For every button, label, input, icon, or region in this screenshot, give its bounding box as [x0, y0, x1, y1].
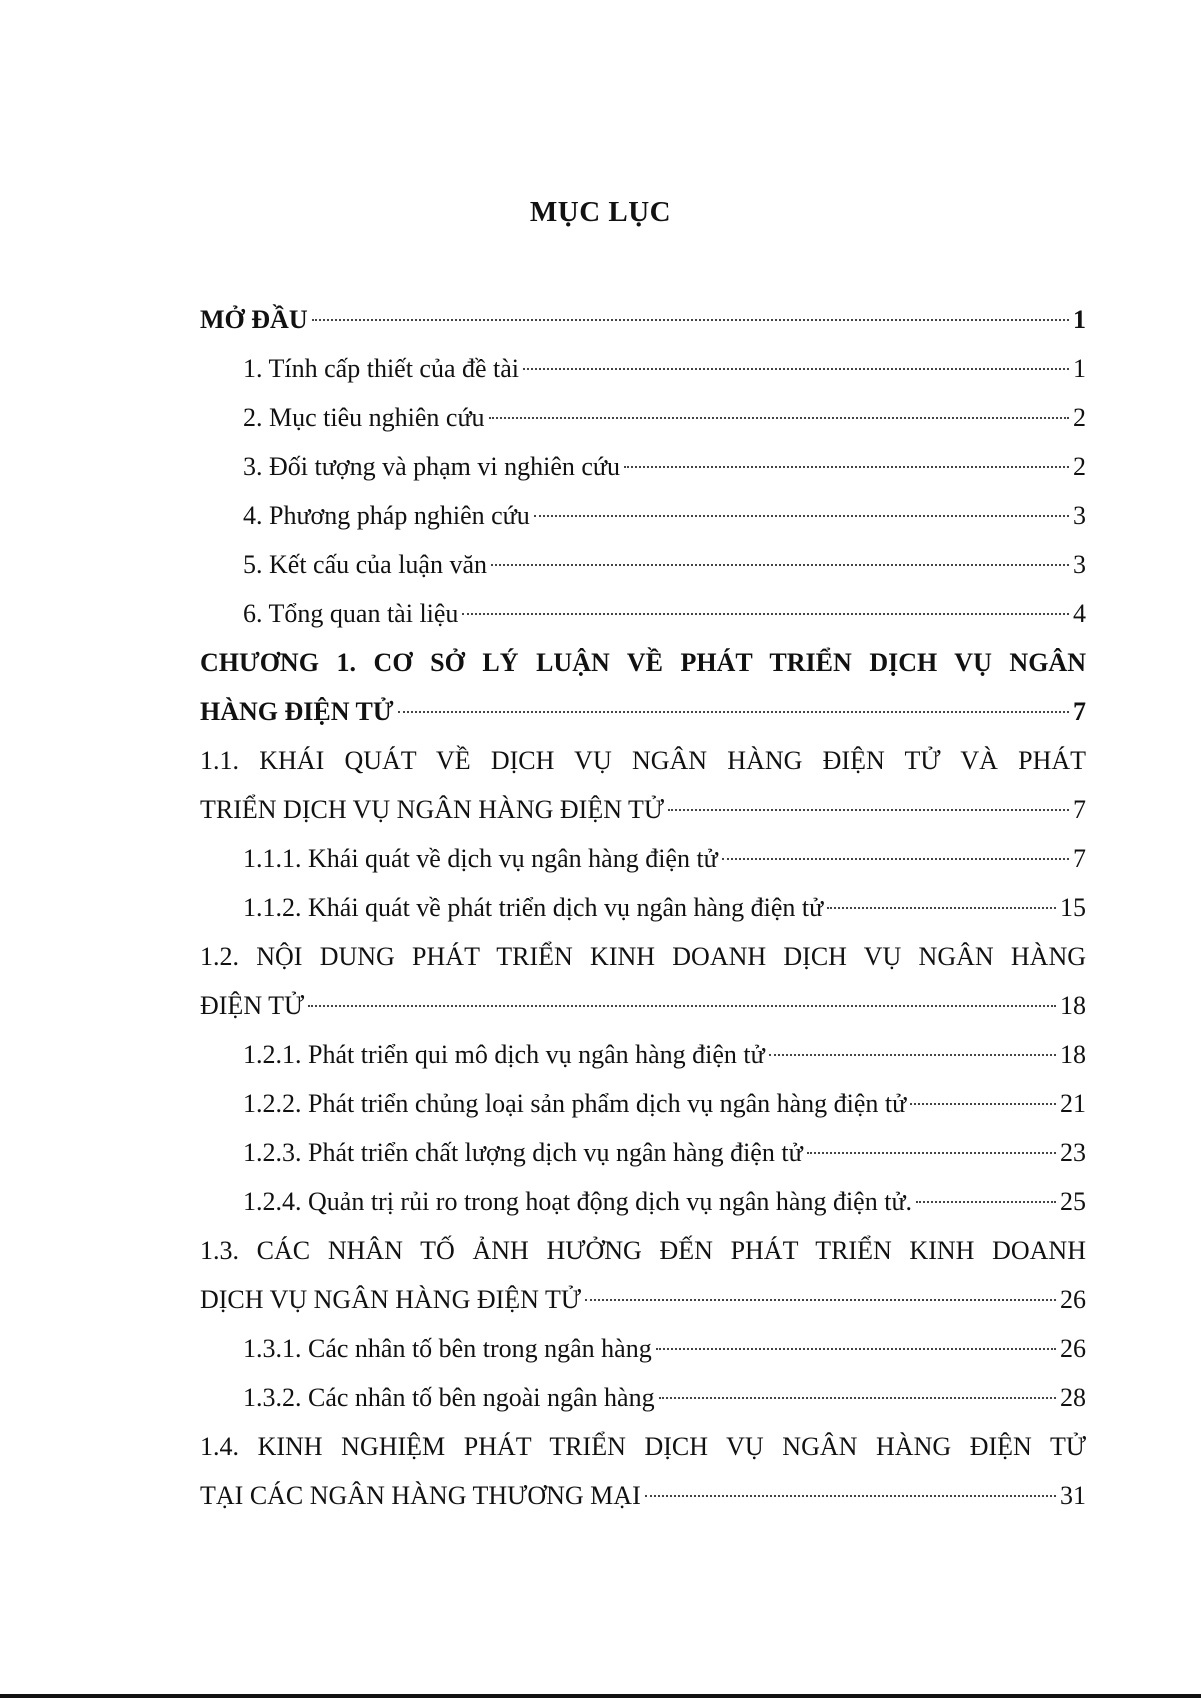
toc-entry-label: TẠI CÁC NGÂN HÀNG THƯƠNG MẠI	[200, 1481, 641, 1510]
table-of-contents	[200, 295, 1086, 1520]
toc-entry-page: 7	[1073, 697, 1086, 726]
toc-entry-page: 18	[1060, 991, 1086, 1020]
toc-entry-label: 1.2.1. Phát triển qui mô dịch vụ ngân hàng điện tử	[243, 1040, 765, 1069]
toc-entry-page: 25	[1060, 1187, 1086, 1216]
toc-entry-label: HÀNG ĐIỆN TỬ	[200, 697, 394, 726]
toc-entry-label: 1.3.1. Các nhân tố bên trong ngân hàng	[243, 1334, 652, 1363]
toc-entry-2[interactable]	[200, 393, 1086, 442]
dot-leader	[645, 1495, 1056, 1497]
toc-entry-1-3-1[interactable]	[200, 1324, 1086, 1373]
bottom-edge-line	[0, 1694, 1201, 1698]
toc-entry-label: 1.2.2. Phát triển chủng loại sản phẩm dịch vụ ngân hàng điện tử	[243, 1089, 907, 1118]
toc-entry-page: 1	[1073, 354, 1086, 383]
toc-section-1-3-line1[interactable]	[200, 1226, 1086, 1275]
toc-entry-page: 2	[1073, 452, 1086, 481]
toc-entry-page: 3	[1073, 550, 1086, 579]
toc-entry-1-2-3[interactable]	[200, 1128, 1086, 1177]
dot-leader	[398, 711, 1069, 713]
toc-entry-1-1-2[interactable]	[200, 883, 1086, 932]
toc-entry-1-1-1[interactable]	[200, 834, 1086, 883]
toc-entry-page: 23	[1060, 1138, 1086, 1167]
toc-entry-label: 1.3.2. Các nhân tố bên ngoài ngân hàng	[243, 1383, 655, 1412]
dot-leader	[308, 1005, 1056, 1007]
dot-leader	[827, 907, 1056, 909]
toc-entry-1-2-1[interactable]	[200, 1030, 1086, 1079]
toc-entry-label: MỞ ĐẦU	[200, 305, 308, 334]
dot-leader	[534, 515, 1069, 517]
dot-leader	[769, 1054, 1056, 1056]
toc-section-1-3-line2[interactable]	[200, 1275, 1086, 1324]
toc-entry-mo-dau[interactable]	[200, 295, 1086, 344]
toc-entry-page: 26	[1060, 1334, 1086, 1363]
dot-leader	[312, 319, 1069, 321]
toc-entry-page: 26	[1060, 1285, 1086, 1314]
dot-leader	[491, 564, 1069, 566]
toc-section-1-4-line1[interactable]	[200, 1422, 1086, 1471]
toc-entry-4[interactable]	[200, 491, 1086, 540]
toc-entry-label: ĐIỆN TỬ	[200, 991, 305, 1020]
dot-leader	[656, 1348, 1056, 1350]
toc-entry-label: 1.4. KINH NGHIỆM PHÁT TRIỂN DỊCH VỤ NGÂN HÀNG ĐIỆN TỬ	[200, 1432, 1086, 1461]
toc-entry-label: 1.1. KHÁI QUÁT VỀ DỊCH VỤ NGÂN HÀNG ĐIỆN TỬ VÀ PHÁT	[200, 746, 1086, 775]
dot-leader	[523, 368, 1069, 370]
toc-entry-1-2-4[interactable]	[200, 1177, 1086, 1226]
dot-leader	[668, 809, 1069, 811]
dot-leader	[462, 613, 1069, 615]
toc-entry-label: 1.1.1. Khái quát về dịch vụ ngân hàng điện tử	[243, 844, 718, 873]
toc-section-1-2-line2[interactable]	[200, 981, 1086, 1030]
toc-entry-1-3-2[interactable]	[200, 1373, 1086, 1422]
toc-entry-page: 1	[1073, 305, 1086, 334]
dot-leader	[624, 466, 1069, 468]
dot-leader	[916, 1201, 1056, 1203]
toc-entry-label: 6. Tổng quan tài liệu	[243, 599, 459, 628]
toc-entry-label: 5. Kết cấu của luận văn	[243, 550, 488, 579]
dot-leader	[910, 1103, 1056, 1105]
dot-leader	[585, 1299, 1056, 1301]
toc-entry-page: 7	[1073, 795, 1086, 824]
toc-chapter-1-line2[interactable]	[200, 687, 1086, 736]
toc-entry-label: 1.2.4. Quản trị rủi ro trong hoạt động dịch vụ ngân hàng điện tử.	[243, 1187, 913, 1216]
toc-section-1-4-line2[interactable]	[200, 1471, 1086, 1520]
toc-entry-page: 3	[1073, 501, 1086, 530]
toc-entry-label: CHƯƠNG 1. CƠ SỞ LÝ LUẬN VỀ PHÁT TRIỂN DỊCH VỤ NGÂN	[200, 648, 1086, 677]
toc-entry-page: 18	[1060, 1040, 1086, 1069]
toc-entry-label: 1.1.2. Khái quát về phát triển dịch vụ ngân hàng điện tử	[243, 893, 824, 922]
toc-entry-label: 4. Phương pháp nghiên cứu	[243, 501, 530, 530]
toc-entry-1-2-2[interactable]	[200, 1079, 1086, 1128]
dot-leader	[659, 1397, 1056, 1399]
toc-section-1-1-line2[interactable]	[200, 785, 1086, 834]
toc-entry-label: TRIỂN DỊCH VỤ NGÂN HÀNG ĐIỆN TỬ	[200, 795, 665, 824]
toc-section-1-1-line1[interactable]	[200, 736, 1086, 785]
toc-section-1-2-line1[interactable]	[200, 932, 1086, 981]
dot-leader	[807, 1152, 1056, 1154]
page-title: MỤC LỤC	[529, 196, 672, 228]
toc-entry-page: 28	[1060, 1383, 1086, 1412]
toc-entry-1[interactable]	[200, 344, 1086, 393]
toc-entry-label: 3. Đối tượng và phạm vi nghiên cứu	[243, 452, 620, 481]
toc-entry-page: 4	[1073, 599, 1086, 628]
dot-leader	[722, 858, 1069, 860]
toc-entry-label: 2. Mục tiêu nghiên cứu	[243, 403, 485, 432]
toc-entry-label: 1.2.3. Phát triển chất lượng dịch vụ ngân hàng điện tử	[243, 1138, 803, 1167]
toc-chapter-1-line1[interactable]	[200, 638, 1086, 687]
toc-entry-page: 21	[1060, 1089, 1086, 1118]
toc-entry-label: 1.3. CÁC NHÂN TỐ ẢNH HƯỞNG ĐẾN PHÁT TRIỂN KINH DOANH	[200, 1236, 1086, 1265]
toc-entry-label: 1.2. NỘI DUNG PHÁT TRIỂN KINH DOANH DỊCH VỤ NGÂN HÀNG	[200, 942, 1086, 971]
toc-entry-label: 1. Tính cấp thiết của đề tài	[243, 354, 520, 383]
toc-entry-page: 7	[1073, 844, 1086, 873]
toc-entry-page: 31	[1060, 1481, 1086, 1510]
toc-entry-5[interactable]	[200, 540, 1086, 589]
toc-entry-page: 15	[1060, 893, 1086, 922]
toc-entry-6[interactable]	[200, 589, 1086, 638]
toc-entry-label: DỊCH VỤ NGÂN HÀNG ĐIỆN TỬ	[200, 1285, 582, 1314]
dot-leader	[489, 417, 1069, 419]
toc-entry-3[interactable]	[200, 442, 1086, 491]
toc-entry-page: 2	[1073, 403, 1086, 432]
